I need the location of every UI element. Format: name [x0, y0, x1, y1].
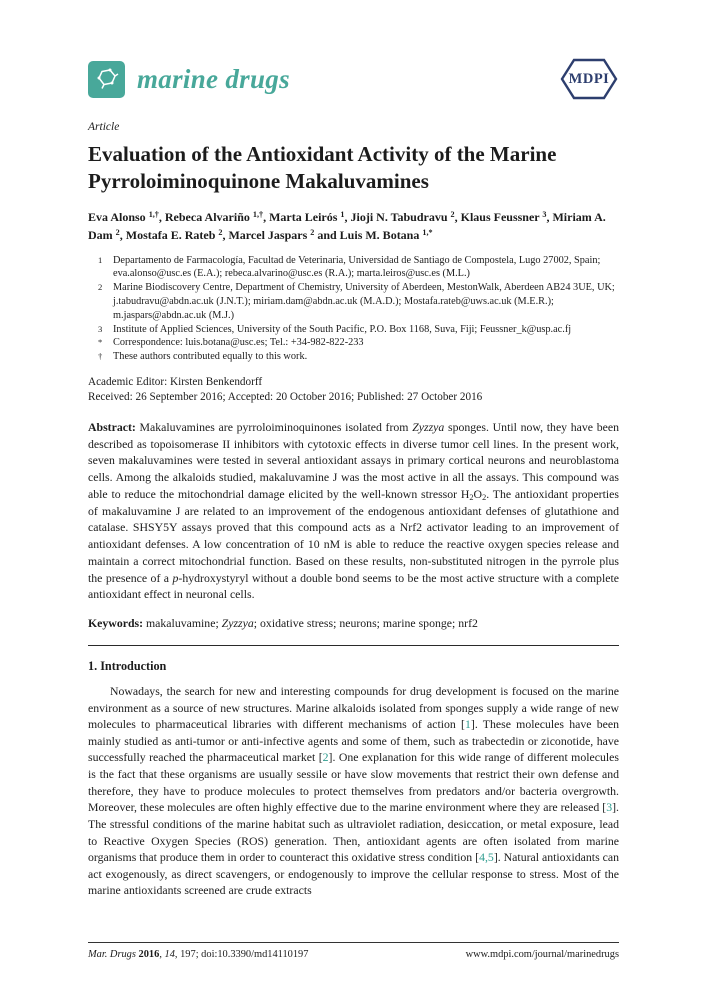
text-segment: Zyzzya: [412, 419, 445, 434]
abstract-paragraph: [88, 419, 619, 603]
dates-line: Received: 26 September 2016; Accepted: 20 October 2016; Published: 27 October 2016: [88, 391, 483, 404]
keywords-paragraph: [88, 615, 619, 632]
affiliation-text: Institute of Applied Sciences, University of the South Pacific, P.O. Box 1168, Suva, Fiji; Feussner_k@usp.ac.fj: [113, 323, 572, 335]
page-footer: [88, 942, 619, 960]
text-segment: . The antioxidant properties of makaluvamine J are related to an improvement of the endogenous antioxidant defenses of glutathione and catalase. SHSY5Y assays proved that this compound acts as a Nrf2 activator leading to an improvement of antioxidant defenses. A low concentration of 10 nM is able to reduce the reactive oxygen species release and maintain a correct mitochondrial function. Based on these results, non-substituted nitrogen in the pyrrole plus the presence of a: [88, 486, 619, 585]
text-segment: 1,†: [252, 210, 264, 220]
text-segment: O: [473, 486, 483, 501]
affiliation-text: Marine Biodiscovery Centre, Department of Chemistry, University of Aberdeen, MestonWalk, Aberdeen AB24 3UE, UK; j.tabudravu@abdn.ac.uk (J.N.T.); miriam.dam@abdn.ac.uk (M.A.D.); Mostafa.rateb@uws.ac.uk (M.E.R.); m.jaspars@abdn.ac.uk (M.J.): [113, 282, 615, 321]
text-segment: 2: [115, 228, 120, 238]
mdpi-logo-text: MDPI: [568, 71, 610, 87]
page-header: [88, 57, 619, 101]
footer-journal-url[interactable]: www.mdpi.com/journal/marinedrugs: [465, 949, 619, 960]
text-segment: , Miriam A. Dam: [88, 209, 606, 242]
mdpi-logo: [559, 57, 619, 101]
affiliation-text: Correspondence: luis.botana@usc.es; Tel.: +34-982-822-233: [113, 337, 364, 349]
article-type-label: Article: [88, 121, 120, 133]
citation-link[interactable]: 4,5: [479, 850, 494, 865]
text-segment: Nowadays, the search for new and interesting compounds for drug development is focused on the marine environment as a source of new structures. Marine alkaloids isolated from sponges supply a wide range of new molecules to pharmaceutical libraries with different mechanisms of action [: [88, 683, 619, 732]
affiliation-marker: 3: [98, 323, 103, 334]
affiliation-text: Departamento de Farmacología, Facultad de Veterinaria, Universidad de Santiago de Compostela, Lugo 27002, Spain; eva.alonso@usc.es (E.A.); rebeca.alvarino@usc.es (R.A.); marta.leiros@usc.es (M.L.): [113, 254, 601, 280]
text-segment: , Klaus Feussner: [454, 209, 543, 224]
affiliation-item: [98, 254, 619, 282]
text-segment: , Marcel Jaspars: [222, 227, 311, 242]
text-segment: Makaluvamines are pyrroloiminoquinones isolated from: [139, 419, 413, 434]
text-segment: 1,*: [422, 228, 433, 238]
text-segment: , Jioji N. Tabudravu: [344, 209, 451, 224]
affiliation-marker: 1: [98, 254, 103, 265]
text-segment: p: [172, 570, 179, 585]
citation-link[interactable]: 3: [606, 800, 613, 815]
text-segment: , Rebeca Alvariño: [158, 209, 253, 224]
text-segment: ]. These molecules have been mainly studied as anti-tumor or anti-infective agents and some of them, such as trabectedin or ziconotide, have successfully reached the pharmaceutical market [: [88, 717, 620, 765]
text-segment: ]. One explanation for this wide range of different molecules is the fact that these organisms are usually sessile or have slow movements that restrict their own defense and therefore, they have to produce molecules to protect themselves from predators and/or bacteria overgrowth. Moreover, these molecules are often highly effective due to the marine environment where they are released [: [88, 750, 619, 815]
journal-logo: [88, 61, 290, 98]
footer-citation: [88, 949, 308, 960]
affiliation-item: [98, 281, 619, 322]
text-segment: 3: [542, 210, 547, 220]
affiliation-item: [98, 350, 619, 364]
citation-link[interactable]: 1: [465, 717, 471, 732]
affiliation-marker: †: [98, 351, 103, 362]
text-segment: 2: [218, 228, 223, 238]
text-segment: , 197; doi:10.3390/md14110197: [174, 949, 309, 960]
affiliations-list: [98, 254, 619, 364]
text-segment: Abstract:: [88, 419, 140, 434]
text-segment: 2: [450, 210, 455, 220]
introduction-paragraph: [88, 683, 619, 899]
text-segment: 1: [340, 210, 345, 220]
academic-editor-line: Academic Editor: Kirsten Benkendorff: [88, 375, 263, 388]
text-segment: , Marta Leirós: [263, 209, 341, 224]
text-segment: ]. Natural antioxidants can act exogenously, as direct scavengers, or endogenously to improve the cellular response to stress. Most of the marine antioxidants screened are crude extracts: [88, 850, 619, 898]
editorial-meta: [88, 375, 619, 406]
text-segment: Mar. Drugs: [88, 949, 139, 960]
text-segment: 1,†: [148, 210, 159, 220]
text-segment: Zyzzya: [221, 616, 254, 631]
text-segment: , Mostafa E. Rateb: [119, 227, 219, 242]
text-segment: Keywords:: [88, 616, 146, 631]
text-segment: 2: [469, 492, 474, 502]
text-segment: 2: [482, 492, 487, 502]
text-segment: ,: [159, 949, 165, 960]
affiliation-marker: 2: [98, 282, 103, 293]
text-segment: Eva Alonso: [88, 209, 149, 224]
affiliation-text: These authors contributed equally to this work.: [113, 351, 308, 363]
page-title: Evaluation of the Antioxidant Activity of the Marine Pyrroloiminoquinone Makaluvamines: [88, 142, 557, 194]
affiliation-marker: *: [98, 337, 103, 348]
text-segment: and Luis M. Botana: [314, 227, 423, 242]
marine-drugs-molecule-icon: [88, 61, 125, 98]
text-segment: makaluvamine;: [146, 616, 222, 631]
affiliation-item: [98, 323, 619, 337]
text-segment: -hydroxystyryl without a double bond seems to be the most active structure with a complete antioxidant effect in neuronal cells.: [88, 570, 619, 602]
affiliation-item: [98, 336, 619, 350]
text-segment: sponges. Until now, they have been described as topoisomerase II inhibitors with cytotoxic effects in diverse tumor cell lines. In the present work, seven makaluvamines were tested in several antioxidant assays in primary cortical neurons and neuroblastoma cells. Among the alkaloids studied, makaluvamine J was the most active in all the assays. This compound was able to reduce the mitochondrial damage elicited by the well-known stressor H: [88, 419, 619, 501]
authors-line: [88, 208, 619, 244]
text-segment: 2016: [138, 949, 160, 960]
section-heading-introduction: 1. Introduction: [88, 658, 167, 673]
section-divider: [88, 645, 619, 646]
text-segment: ]. The stressful conditions of the marine habitat such as ultraviolet radiation, desiccation, or metal exposure, lead to Reactive Oxygen Species (ROS) generation. Then, antioxidant agents are often isolated from marine organisms that produce them in order to counteract this oxidative stress condition [: [88, 800, 619, 865]
text-segment: 2: [310, 228, 315, 238]
text-segment: 14: [164, 949, 175, 960]
text-segment: ; oxidative stress; neurons; marine sponge; nrf2: [253, 616, 478, 631]
citation-link[interactable]: 2: [322, 750, 329, 765]
journal-name: marine drugs: [137, 63, 290, 94]
